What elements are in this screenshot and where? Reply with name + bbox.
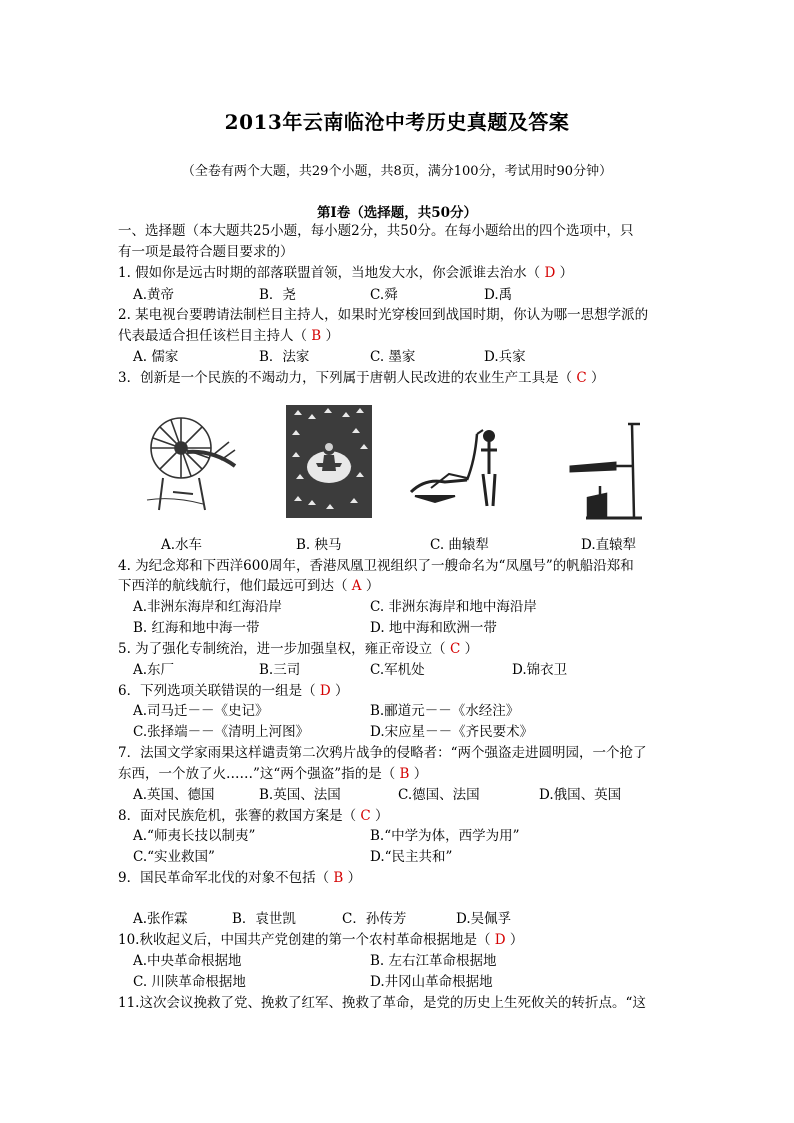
option: C.德国、法国 [398, 787, 480, 803]
option: C.“实业救国” [133, 849, 215, 865]
question-stem: 6．下列选项关联错误的一组是（ D ） [118, 683, 349, 699]
option: D.俄国、英国 [539, 787, 622, 803]
option: A.东厂 [133, 662, 175, 678]
question-stem: 9．国民革命军北伐的对象不包括（ B ） [118, 870, 362, 886]
option: B.“中学为体，西学为用” [370, 828, 520, 844]
instructions-line: 一、选择题（本大题共25小题，每小题2分，共50分。在每小题给出的四个选项中，只 [118, 223, 634, 239]
option: D.直辕犁 [581, 537, 637, 553]
option: D. 地中海和欧洲一带 [370, 620, 497, 636]
option: C. 墨家 [370, 349, 416, 365]
option: D.井冈山革命根据地 [370, 974, 493, 990]
exam-info: （全卷有两个大题，共29个小题，共8页，满分100分，考试用时90分钟） [181, 164, 613, 179]
option: C.张择端－－《清明上河图》 [133, 724, 310, 740]
section-heading: 第Ⅰ卷（选择题，共50分） [316, 205, 478, 221]
question-stem: 下西洋的航线航行，他们最远可到达（ A ） [118, 578, 380, 594]
option: B. 秧马 [296, 537, 342, 553]
option: A.英国、德国 [133, 787, 215, 803]
question-stem: 1. 假如你是远古时期的部落联盟首领，当地发大水，你会派谁去治水（ D ） [118, 265, 574, 281]
answer-letter: C [360, 808, 371, 824]
option: D.锦衣卫 [512, 662, 568, 678]
answer-letter: C [449, 641, 461, 657]
answer-letter: B [333, 870, 344, 886]
answer-letter: A [351, 578, 362, 594]
option: A.“师夷长技以制夷” [133, 828, 256, 844]
question-stem: 10.秋收起义后，中国共产党创建的第一个农村革命根据地是（ D ） [118, 932, 524, 948]
option: C. 曲辕犁 [430, 537, 489, 553]
option: B．袁世凯 [232, 911, 296, 927]
question-stem: 4. 为纪念郑和下西洋600周年，香港凤凰卫视组织了一艘命名为“凤凰号”的帆船沿郑和 [118, 558, 634, 574]
rice-transplanter-image [286, 405, 372, 518]
question-stem: 3．创新是一个民族的不竭动力，下列属于唐朝人民改进的农业生产工具是（ C ） [118, 370, 605, 386]
straight-plough-image [566, 420, 658, 522]
option: B.三司 [259, 662, 301, 678]
option: B．尧 [259, 287, 296, 303]
answer-letter: C [576, 370, 587, 386]
question-stem: 代表最适合担任该栏目主持人（ B ） [118, 328, 340, 344]
option: A.中央革命根据地 [133, 953, 242, 969]
option: B．法家 [259, 349, 310, 365]
question-stem: 11.这次会议挽救了党、挽救了红军、挽救了革命，是党的历史上生死攸关的转折点。“这 [118, 995, 646, 1011]
question-stem: 8．面对民族危机，张謇的救国方案是（ C ） [118, 808, 389, 824]
option: A. 儒家 [133, 349, 179, 365]
question-stem: 2. 某电视台要聘请法制栏目主持人，如果时光穿梭回到战国时期，你认为哪一思想学派的 [118, 307, 649, 323]
option: A.司马迁－－《史记》 [133, 703, 269, 719]
option: B. 左右江革命根据地 [370, 953, 497, 969]
answer-letter: D [544, 265, 556, 281]
page-title: 2013年云南临沧中考历史真题及答案 [224, 110, 570, 134]
option: D.兵家 [484, 349, 526, 365]
waterwheel-image [143, 400, 243, 518]
option: D.“民主共和” [370, 849, 453, 865]
option: D.吴佩孚 [456, 911, 512, 927]
question-stem: 5. 为了强化专制统治，进一步加强皇权，雍正帝设立（ C ） [118, 641, 479, 657]
option: A.张作霖 [133, 911, 188, 927]
option: D.禹 [484, 287, 513, 303]
option: B.英国、法国 [259, 787, 341, 803]
answer-letter: D [319, 683, 331, 699]
option: C.军机处 [370, 662, 425, 678]
option: C. 川陕革命根据地 [133, 974, 246, 990]
option: B.郦道元－－《水经注》 [370, 703, 520, 719]
option: A.黄帝 [133, 287, 175, 303]
answer-letter: D [494, 932, 506, 948]
option: C．孙传芳 [342, 911, 407, 927]
question-stem: 7．法国文学家雨果这样谴责第二次鸦片战争的侵略者：“两个强盗走进圆明园，一个抢了 [118, 745, 647, 761]
answer-letter: B [311, 328, 322, 344]
option: D.宋应星－－《齐民要术》 [370, 724, 534, 740]
option: A.水车 [161, 537, 203, 553]
option: B. 红海和地中海一带 [133, 620, 260, 636]
answer-letter: B [399, 766, 410, 782]
option: A.非洲东海岸和红海沿岸 [133, 599, 283, 615]
question-stem: 东西，一个放了火……”这“两个强盗”指的是（ B ） [118, 766, 428, 782]
curved-plough-image [405, 420, 515, 512]
instructions-line: 有一项是最符合题目要求的） [118, 244, 294, 260]
option: C. 非洲东海岸和地中海沿岸 [370, 599, 537, 615]
option: C.舜 [370, 287, 398, 303]
